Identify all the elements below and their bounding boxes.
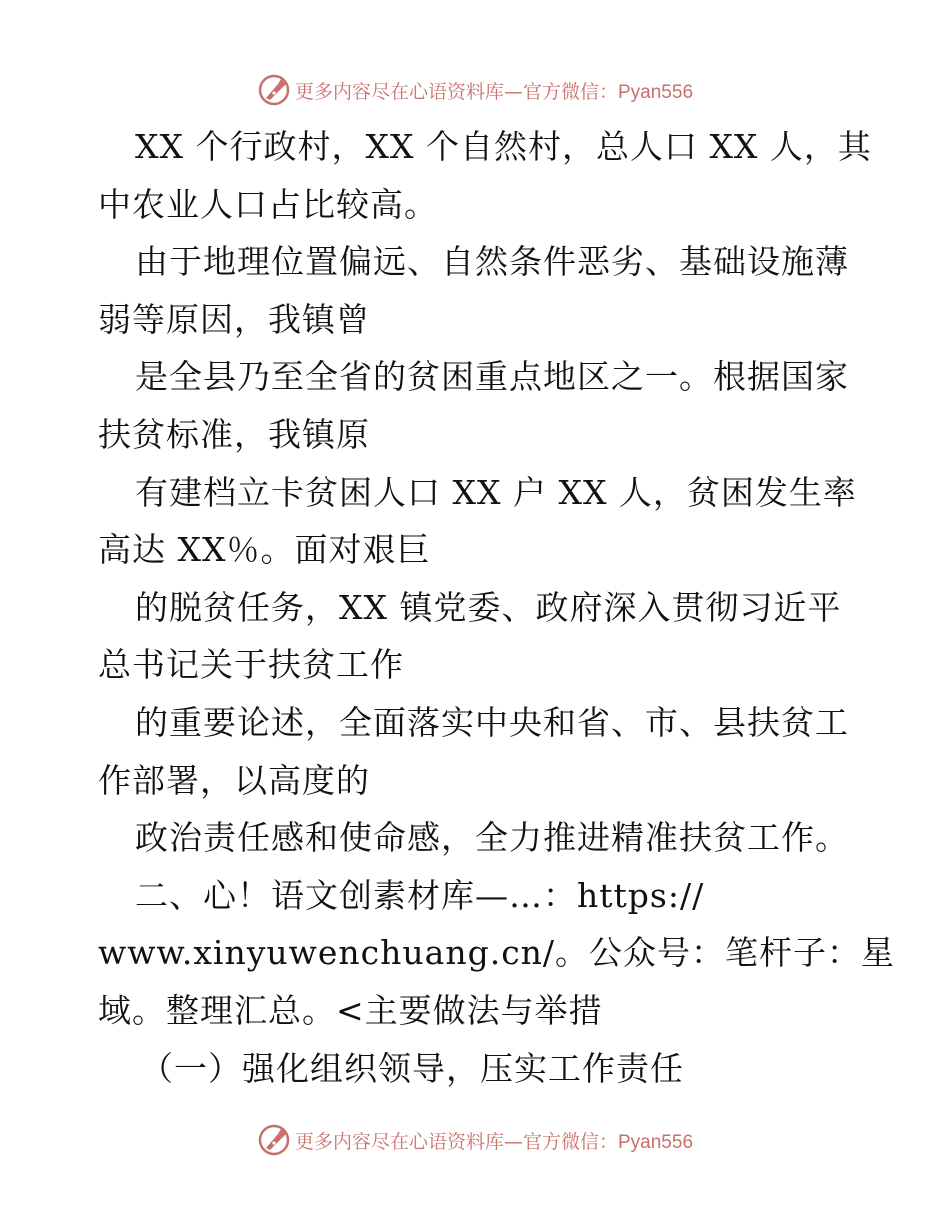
text-line: 二、心！语文创素材库—…：https:// xyxy=(135,875,705,915)
text-line: 中农业人口占比较高。 xyxy=(98,184,438,224)
text-line: 弱等原因，我镇曾 xyxy=(98,299,370,339)
watermark-text: 更多内容尽在心语资料库—官方微信：Pyan556 xyxy=(294,80,694,103)
text-line: 域。整理汇总。<主要做法与举措 xyxy=(98,990,603,1030)
watermark-text: 更多内容尽在心语资料库—官方微信：Pyan556 xyxy=(294,1130,694,1153)
section-heading: （一）强化组织领导，压实工作责任 xyxy=(140,1048,684,1088)
text-line: 作部署，以高度的 xyxy=(98,760,370,800)
text-line: XX 个行政村，XX 个自然村，总人口 XX 人，其 xyxy=(135,127,872,166)
text-line: 的重要论述，全面落实中央和省、市、县扶贫工 xyxy=(135,702,849,742)
text-line: 是全县乃至全省的贫困重点地区之一。根据国家 xyxy=(135,357,849,397)
pen-nib-logo-icon xyxy=(257,73,291,107)
pen-nib-logo-icon xyxy=(257,1123,291,1157)
text-line: 有建档立卡贫困人口 XX 户 XX 人，贫困发生率 xyxy=(135,472,857,512)
text-line: 的脱贫任务，XX 镇党委、政府深入贯彻习近平 xyxy=(135,587,842,627)
text-line: 总书记关于扶贫工作 xyxy=(98,645,404,685)
watermark-header xyxy=(0,70,950,110)
text-line: 政治责任感和使命感，全力推进精准扶贫工作。 xyxy=(135,818,849,858)
document-body xyxy=(98,118,896,1097)
watermark-footer xyxy=(0,1120,950,1160)
text-line: 扶贫标准，我镇原 xyxy=(98,414,370,454)
text-line: 由于地理位置偏远、自然条件恶劣、基础设施薄 xyxy=(135,242,849,282)
text-line: 高达 XX％。面对艰巨 xyxy=(98,530,431,570)
text-line: www.xinyuwenchuang.cn/。公众号：笔杆子：星 xyxy=(98,933,896,973)
